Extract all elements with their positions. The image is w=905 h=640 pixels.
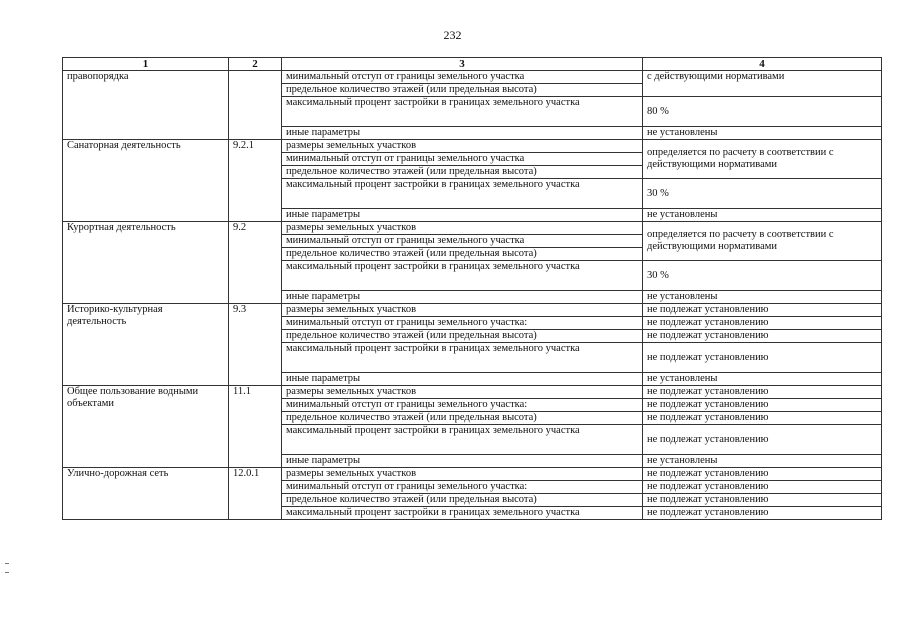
parameter-name: иные параметры [282, 373, 643, 386]
parameter-name: иные параметры [282, 209, 643, 222]
parameter-value: не подлежат установлению [643, 494, 882, 507]
parameter-name: размеры земельных участков [282, 140, 643, 153]
parameter-value: определяется по расчету в соответствии с действующими нормативами [643, 222, 882, 261]
parameter-value: не подлежат установлению [643, 317, 882, 330]
parameter-name: предельное количество этажей (или предельная высота) [282, 166, 643, 179]
activity-code: 9.2.1 [229, 140, 282, 222]
parameter-name: предельное количество этажей (или предельная высота) [282, 494, 643, 507]
parameter-value: не подлежат установлению [643, 386, 882, 399]
parameter-value: не установлены [643, 373, 882, 386]
parameter-value: не подлежат установлению [643, 399, 882, 412]
activity-name: Общее пользование водными объектами [63, 386, 229, 468]
parameter-value: не подлежат установлению [643, 425, 882, 455]
activity-code: 11.1 [229, 386, 282, 468]
parameter-name: минимальный отступ от границы земельного участка: [282, 481, 643, 494]
parameter-name: иные параметры [282, 291, 643, 304]
column-header-1: 1 [63, 58, 229, 71]
parameter-name: предельное количество этажей (или предельная высота) [282, 330, 643, 343]
parameter-value: не подлежат установлению [643, 330, 882, 343]
page-number: 232 [443, 28, 462, 42]
activity-name: правопорядка [63, 71, 229, 140]
parameter-value: 30 % [643, 261, 882, 291]
parameter-value: не установлены [643, 455, 882, 468]
parameter-value: 30 % [643, 179, 882, 209]
parameter-name: размеры земельных участков [282, 468, 643, 481]
parameter-name: максимальный процент застройки в границах земельного участка [282, 343, 643, 373]
parameter-name: минимальный отступ от границы земельного участка [282, 153, 643, 166]
header-row [63, 58, 882, 71]
table-row [63, 140, 882, 153]
activity-code: 9.2 [229, 222, 282, 304]
parameter-name: максимальный процент застройки в границах земельного участка [282, 507, 643, 520]
table-row [63, 71, 882, 84]
parameter-name: минимальный отступ от границы земельного участка [282, 71, 643, 84]
parameter-value: не установлены [643, 209, 882, 222]
parameter-name: размеры земельных участков [282, 386, 643, 399]
parameter-name: минимальный отступ от границы земельного участка: [282, 317, 643, 330]
parameter-value: не подлежат установлению [643, 412, 882, 425]
parameter-value: 80 % [643, 97, 882, 127]
parameter-name: максимальный процент застройки в границах земельного участка [282, 97, 643, 127]
parameter-value: не подлежат установлению [643, 343, 882, 373]
table-row [63, 468, 882, 481]
parameter-name: предельное количество этажей (или предельная высота) [282, 412, 643, 425]
column-header-3: 3 [282, 58, 643, 71]
activity-name: Улично-дорожная сеть [63, 468, 229, 520]
parameter-name: максимальный процент застройки в границах земельного участка [282, 179, 643, 209]
parameter-value: не подлежат установлению [643, 304, 882, 317]
parameter-name: иные параметры [282, 127, 643, 140]
activity-name: Историко-культурная деятельность [63, 304, 229, 386]
parameter-name: размеры земельных участков [282, 222, 643, 235]
land-use-parameters-table [62, 57, 882, 520]
scan-margin-mark [5, 563, 9, 573]
parameter-value: с действующими нормативами [643, 71, 882, 97]
parameter-name: минимальный отступ от границы земельного участка: [282, 399, 643, 412]
column-header-4: 4 [643, 58, 882, 71]
parameter-name: размеры земельных участков [282, 304, 643, 317]
activity-name: Санаторная деятельность [63, 140, 229, 222]
parameter-name: максимальный процент застройки в границах земельного участка [282, 425, 643, 455]
parameter-name: предельное количество этажей (или предельная высота) [282, 248, 643, 261]
parameter-value: не установлены [643, 291, 882, 304]
activity-name: Курортная деятельность [63, 222, 229, 304]
parameter-value: не установлены [643, 127, 882, 140]
parameter-value: не подлежат установлению [643, 507, 882, 520]
table-row [63, 304, 882, 317]
parameter-name: иные параметры [282, 455, 643, 468]
table-row [63, 222, 882, 235]
parameter-name: максимальный процент застройки в границах земельного участка [282, 261, 643, 291]
activity-code: 12.0.1 [229, 468, 282, 520]
parameter-value: не подлежат установлению [643, 481, 882, 494]
parameter-name: минимальный отступ от границы земельного участка [282, 235, 643, 248]
parameter-name: предельное количество этажей (или предельная высота) [282, 84, 643, 97]
activity-code: 9.3 [229, 304, 282, 386]
parameter-value: определяется по расчету в соответствии с действующими нормативами [643, 140, 882, 179]
table-row [63, 386, 882, 399]
column-header-2: 2 [229, 58, 282, 71]
activity-code [229, 71, 282, 140]
parameter-value: не подлежат установлению [643, 468, 882, 481]
